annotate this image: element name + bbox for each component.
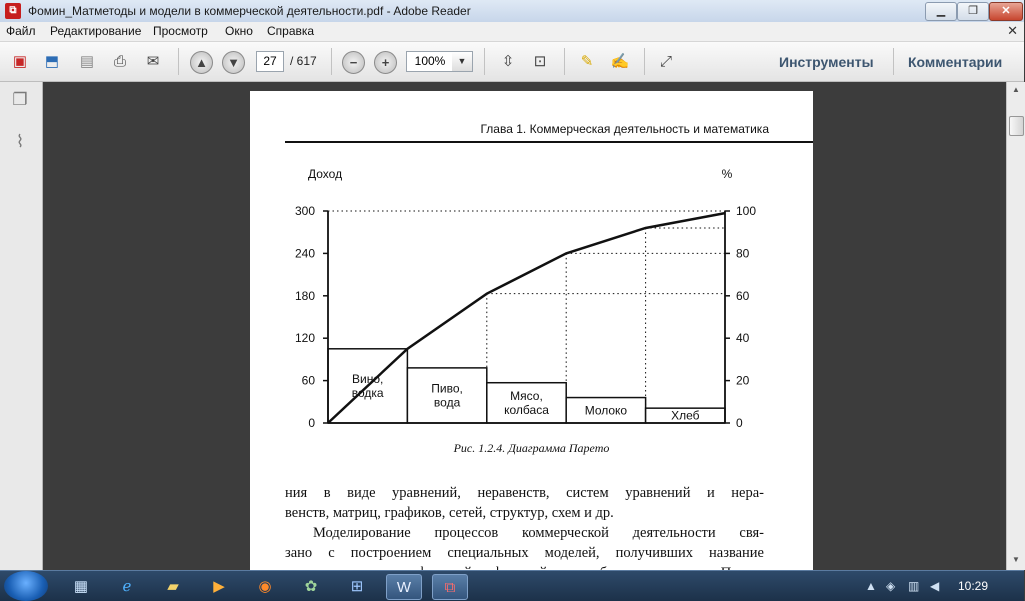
scroll-thumb[interactable] [1009,116,1024,136]
tools-pane-button[interactable]: Инструменты [779,54,874,70]
firefox-icon[interactable]: ◉ [258,578,272,595]
tray-security-icon[interactable]: ◈ [886,579,896,593]
bar-label: колбаса [504,402,549,417]
word-icon[interactable]: W [386,574,422,600]
document-area [43,82,1006,570]
start-button[interactable] [4,571,48,601]
y-axis-title-right: % [721,167,733,181]
toolbar-separator [484,48,485,75]
y-tick-label-right: 80 [736,246,750,261]
scroll-down-icon[interactable]: ▼ [1012,555,1020,564]
minimize-button[interactable]: ▁ [925,2,957,21]
previous-page-icon[interactable]: ▲ [190,51,213,74]
vertical-scrollbar[interactable] [1006,82,1025,570]
pdf-icon: ⧉ [5,3,21,19]
pdf-page [250,91,813,591]
clock[interactable]: 10:29 [958,579,989,593]
open-file-icon[interactable]: ⬒ [44,53,60,70]
y-tick-label-right: 60 [736,288,750,303]
body-line: Моделирование процессов коммерческой деятельности свя- [313,525,764,541]
body-line: зано с построением специальных моделей, получивших название [285,545,764,561]
paint-icon[interactable]: ✿ [304,578,318,595]
y-tick-label-right: 100 [736,204,757,218]
toolbar-separator [644,48,645,75]
y-tick-label-left: 180 [294,288,315,303]
close-button[interactable]: ✕ [989,2,1023,21]
toolbar-separator [893,48,894,75]
menu-view[interactable]: Просмотр [153,24,208,38]
bar-label: Вино, [352,371,384,386]
page-total-label: / 617 [290,54,317,68]
toolbar-separator [331,48,332,75]
attachments-icon[interactable]: ⌇ [15,132,25,151]
pareto-chart [275,161,785,431]
header-rule [285,141,813,143]
menu-file[interactable]: Файл [6,24,36,38]
maximize-button[interactable]: ❐ [957,2,989,21]
y-tick-label-left: 240 [294,246,315,261]
page-thumbnails-icon[interactable]: ❐ [12,90,28,109]
scroll-up-icon[interactable]: ▲ [1012,85,1020,94]
comments-pane-button[interactable]: Комментарии [908,54,1003,70]
print-icon[interactable]: ⎙ [113,52,126,70]
bar-label: Хлеб [671,408,700,423]
bar-label: водка [351,385,384,400]
internet-explorer-icon[interactable]: ℯ [122,578,132,595]
save-icon[interactable]: ▤ [79,53,95,70]
calculator-icon[interactable]: ▦ [73,578,89,595]
fit-width-icon[interactable]: ⇳ [501,53,515,70]
menu-edit[interactable]: Редактирование [50,24,142,38]
zoom-input[interactable]: 100% [406,51,454,72]
zoom-dropdown-icon[interactable]: ▼ [452,51,473,72]
email-icon[interactable]: ✉ [146,53,160,70]
next-page-icon[interactable]: ▼ [222,51,245,74]
body-line: ния в виде уравнений, неравенств, систем уравнений и нера- [285,485,764,501]
y-tick-label-left: 120 [294,331,315,346]
title-bar [0,0,1024,23]
menu-bar [0,22,1024,42]
y-tick-label-right: 20 [736,373,750,388]
bar-label: вода [433,395,461,410]
y-tick-label-left: 60 [301,373,315,388]
bar-label: Молоко [584,403,628,418]
toolbar [0,42,1024,82]
bar-label: Пиво, [431,381,463,396]
zoom-in-icon[interactable]: + [374,51,397,74]
taskbar [0,570,1024,601]
tray-volume-icon[interactable]: ◀ [930,579,940,593]
toolbar-separator [178,48,179,75]
tray-expand-icon[interactable]: ▲ [865,579,877,593]
chapter-header: Глава 1. Коммерческая деятельность и математика [480,122,769,136]
body-line: венств, матриц, графиков, сетей, структур, схем и др. [285,505,614,521]
page-number-input[interactable]: 27 [256,51,284,72]
y-tick-label-left: 300 [294,204,315,218]
zoom-out-icon[interactable]: − [342,51,365,74]
y-tick-label-left: 0 [308,416,315,430]
explorer-folder-icon[interactable]: ▰ [167,578,179,595]
tray-network-icon[interactable]: ▥ [908,579,920,593]
close-document-icon[interactable]: ✕ [1007,23,1018,38]
comment-icon[interactable]: ✎ [580,53,594,70]
bar-label: Мясо, [510,388,543,403]
adobe-reader-icon[interactable]: ⧉ [432,574,468,600]
figure-caption: Рис. 1.2.4. Диаграмма Парето [453,441,610,455]
toolbar-separator [564,48,565,75]
menu-window[interactable]: Окно [225,24,253,38]
y-tick-label-right: 0 [736,416,743,430]
fit-page-icon[interactable]: ⊡ [533,53,547,70]
media-player-icon[interactable]: ▶ [213,578,225,595]
body-text [285,483,764,583]
y-tick-label-right: 40 [736,331,750,346]
menu-help[interactable]: Справка [267,24,315,38]
expand-icon[interactable]: ⤢ [659,52,672,70]
navigation-panel [0,82,43,570]
network-icon[interactable]: ⊞ [350,578,364,595]
create-pdf-icon[interactable]: ▣ [12,53,28,70]
highlight-icon[interactable]: ✍ [610,53,630,70]
window-title: Фомин_Матметоды и модели в коммерческой деятельности.pdf - Adobe Reader [28,4,471,18]
y-axis-title-left: Доход [308,167,343,181]
